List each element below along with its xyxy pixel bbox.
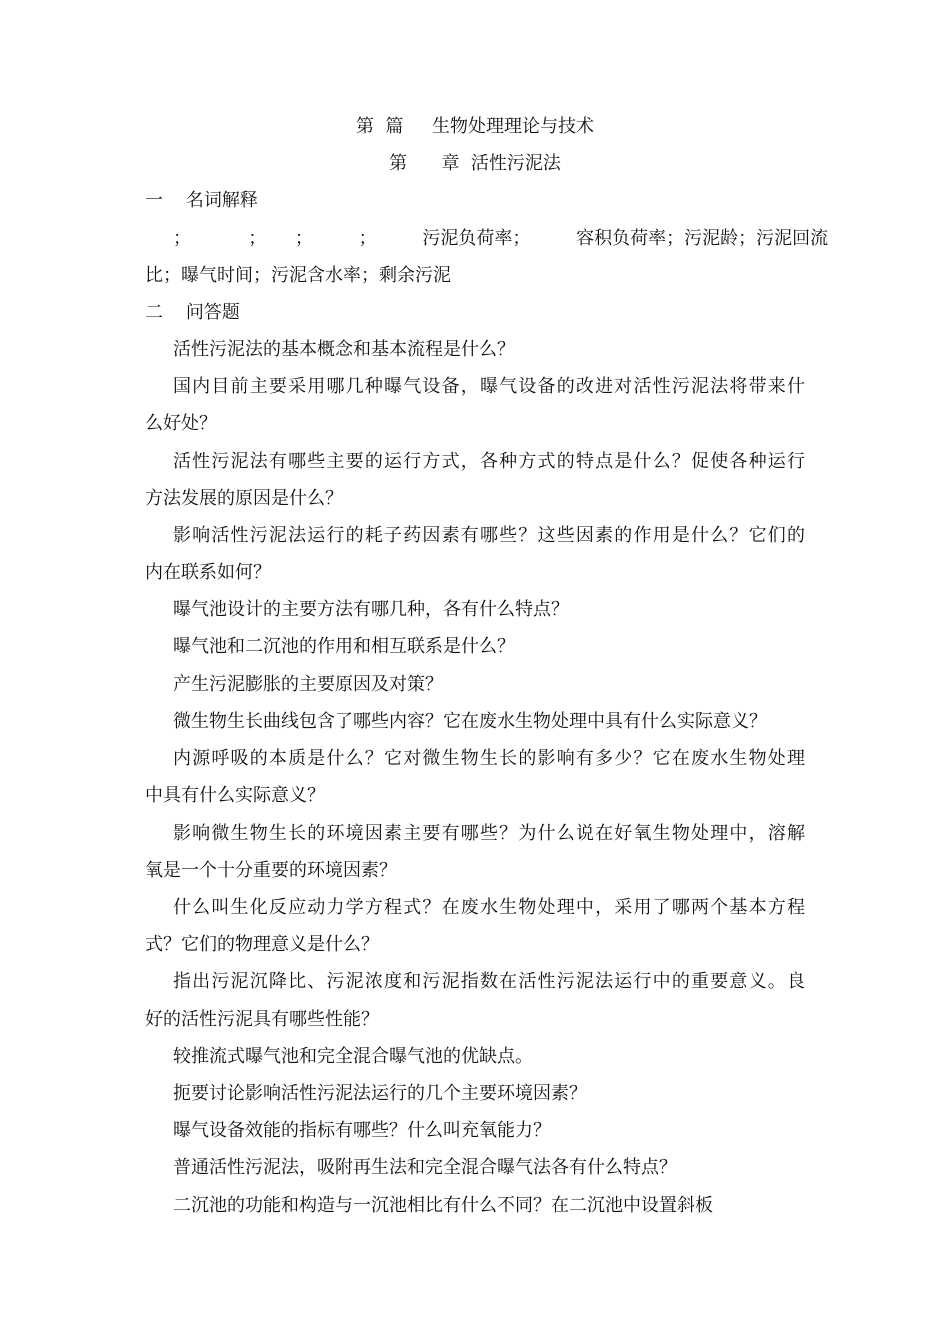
question-line: 什么叫生化反应动力学方程式？在废水生物处理中，采用了哪两个基本方程 — [173, 897, 805, 918]
question-line: 活性污泥法有哪些主要的运行方式，各种方式的特点是什么？促使各种运行 — [173, 451, 805, 472]
question-line: 普通活性污泥法，吸附再生法和完全混合曝气法各有什么特点？ — [173, 1157, 677, 1178]
section-heading-terms: 一 名词解释 — [145, 190, 258, 211]
question-line: 影响活性污泥法运行的耗子药因素有哪些？这些因素的作用是什么？它们的 — [173, 525, 805, 546]
question-line: 扼要讨论影响活性污泥法运行的几个主要环境因素？ — [173, 1083, 587, 1104]
question-line: 氧是一个十分重要的环境因素？ — [145, 860, 397, 881]
part-title: 第 篇 生物处理理论与技术 — [355, 116, 595, 137]
terms-line-1: ； ； ； ； 污泥负荷率； 容积负荷率；污泥龄；污泥回流 — [173, 228, 829, 249]
question-line: 曝气池设计的主要方法有哪几种，各有什么特点？ — [173, 599, 569, 620]
question-line: 曝气设备效能的指标有哪些？什么叫充氧能力？ — [173, 1120, 551, 1141]
question-line: 活性污泥法的基本概念和基本流程是什么？ — [173, 339, 515, 360]
question-line: 指出污泥沉降比、污泥浓度和污泥指数在活性污泥法运行中的重要意义。良 — [173, 971, 805, 992]
terms-line-2: 比；曝气时间；污泥含水率；剩余污泥 — [145, 265, 451, 286]
question-line: 较推流式曝气池和完全混合曝气池的优缺点。 — [173, 1046, 533, 1067]
question-line: 二沉池的功能和构造与一沉池相比有什么不同？在二沉池中设置斜板 — [173, 1195, 713, 1216]
question-line: 曝气池和二沉池的作用和相互联系是什么？ — [173, 636, 515, 657]
question-line: 内源呼吸的本质是什么？它对微生物生长的影响有多少？它在废水生物处理 — [173, 748, 805, 769]
question-line: 内在联系如何？ — [145, 562, 271, 583]
question-line: 国内目前主要采用哪几种曝气设备，曝气设备的改进对活性污泥法将带来什 — [173, 376, 805, 397]
chapter-title: 第 章 活性污泥法 — [389, 153, 561, 174]
question-line: 式？它们的物理意义是什么？ — [145, 934, 379, 955]
section-heading-questions: 二 问答题 — [145, 302, 240, 323]
question-line: 么好处？ — [145, 413, 217, 434]
question-line: 好的活性污泥具有哪些性能？ — [145, 1009, 379, 1030]
question-line: 中具有什么实际意义？ — [145, 785, 325, 806]
question-line: 影响微生物生长的环境因素主要有哪些？为什么说在好氧生物处理中，溶解 — [173, 823, 805, 844]
question-line: 微生物生长曲线包含了哪些内容？它在废水生物处理中具有什么实际意义？ — [173, 711, 767, 732]
question-line: 方法发展的原因是什么？ — [145, 488, 343, 509]
question-line: 产生污泥膨胀的主要原因及对策？ — [173, 674, 443, 695]
